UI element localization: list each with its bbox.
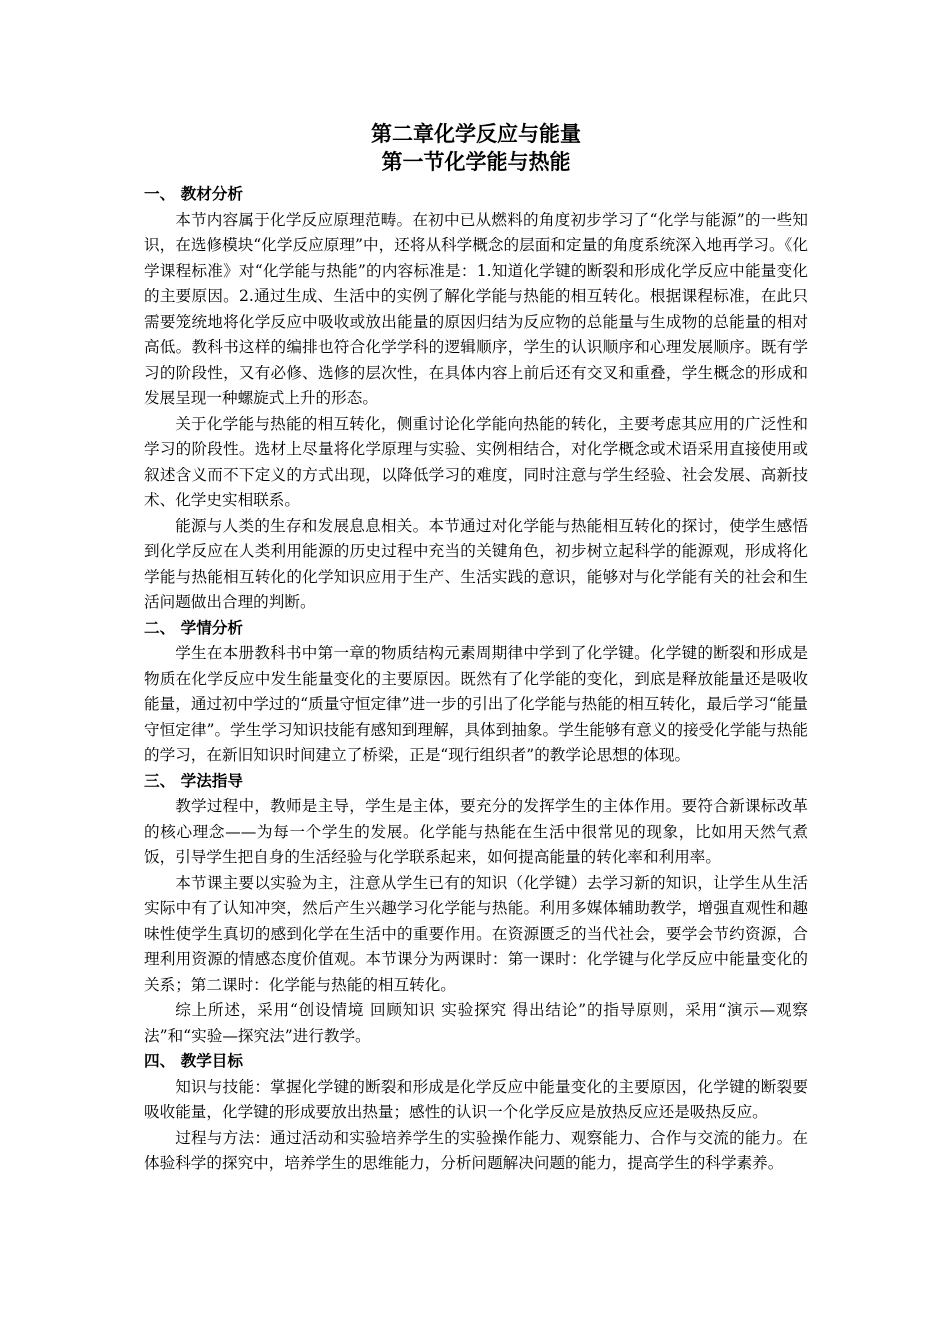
document-page bbox=[144, 120, 808, 1177]
paragraph: 综上所述，采用“创设情境 回顾知识 实验探究 得出结论”的指导原则，采用“演示—观察法”和“实验—探究法”进行教学。 bbox=[144, 1001, 808, 1045]
paragraph: 学生在本册教科书中第一章的物质结构元素周期律中学到了化学键。化学键的断裂和形成是物质在化学反应中发生能量变化的主要原因。既然有了化学能的变化，到底是释放能量还是吸收能量，通过初中学过的“质量守恒定律”进一步的引出了化学能与热能的相互转化，最后学习“能量守恒定律”。学生学习知识技能有感知到理解，具体到抽象。学生能够有意义的接受化学能与热能的学习，在新旧知识时间建立了桥梁，正是“现行组织者”的教学论思想的体现。 bbox=[144, 644, 808, 764]
paragraph: 能源与人类的生存和发展息息相关。本节通过对化学能与热能相互转化的探讨，使学生感悟到化学反应在人类利用能源的历史过程中充当的关键角色，初步树立起科学的能源观，形成将化学能与热能相互转化的化学知识应用于生产、生活实践的意识，能够对与化学能有关的社会和生活问题做出合理的判断。 bbox=[144, 516, 808, 611]
paragraph: 教学过程中，教师是主导，学生是主体，要充分的发挥学生的主体作用。要符合新课标改革的核心理念——为每一个学生的发展。化学能与热能在生活中很常见的现象，比如用天然气煮饭，引导学生把自身的生活经验与化学联系起来，如何提高能量的转化率和利用率。 bbox=[144, 797, 808, 866]
paragraph: 本节课主要以实验为主，注意从学生已有的知识（化学键）去学习新的知识，让学生从生活实际中有了认知冲突，然后产生兴趣学习化学能与热能。利用多媒体辅助教学，增强直观性和趣味性使学生真切的感到化学在生活中的重要作用。在资源匮乏的当代社会，要学会节约资源，合理利用资源的情感态度价值观。本节课分为两课时：第一课时：化学键与化学反应中能量变化的关系；第二课时：化学能与热能的相互转化。 bbox=[144, 873, 808, 994]
section-heading-textbook-analysis: 一、 教材分析 bbox=[144, 185, 243, 203]
paragraph: 本节内容属于化学反应原理范畴。在初中已从燃料的角度初步学习了“化学与能源”的一些知识，在选修模块“化学反应原理”中，还将从科学概念的层面和定量的角度系统深入地再学习。《化学课程标准》对“化学能与热能”的内容标准是：1.知道化学键的断裂和形成化学反应中能量变化的主要原因。2.通过生成、生活中的实例了解化学能与热能的相互转化。根据课程标准，在此只需要笼统地将化学反应中吸收或放出能量的原因归结为反应物的总能量与生成物的总能量的相对高低。教科书这样的编排也符合化学学科的逻辑顺序，学生的认识顺序和心理发展顺序。既有学习的阶段性，又有必修、选修的层次性，在具体内容上前后还有交叉和重叠，学生概念的形成和发展呈现一种螺旋式上升的形态。 bbox=[144, 210, 808, 407]
paragraph: 过程与方法：通过活动和实验培养学生的实验操作能力、观察能力、合作与交流的能力。在体验科学的探究中，培养学生的思维能力，分析问题解决问题的能力，提高学生的科学素养。 bbox=[144, 1128, 808, 1172]
paragraph: 关于化学能与热能的相互转化，侧重讨论化学能向热能的转化，主要考虑其应用的广泛性和学习的阶段性。选材上尽量将化学原理与实验、实例相结合，对化学概念或术语采用直接使用或叙述含义而不下定义的方式出现，以降低学习的难度，同时注意与学生经验、社会发展、高新技术、化学史实相联系。 bbox=[144, 414, 808, 509]
document-title: 第二章化学反应与能量 bbox=[371, 122, 581, 146]
section-heading-teaching-goals: 四、 教学目标 bbox=[144, 1052, 243, 1070]
document-subtitle: 第一节化学能与热能 bbox=[381, 149, 571, 174]
section-heading-student-analysis: 二、 学情分析 bbox=[144, 618, 243, 637]
section-heading-learning-guidance: 三、 学法指导 bbox=[144, 771, 243, 790]
paragraph: 知识与技能：掌握化学键的断裂和形成是化学反应中能量变化的主要原因，化学键的断裂要吸收能量，化学键的形成要放出热量；感性的认识一个化学反应是放热反应还是吸热反应。 bbox=[144, 1077, 808, 1121]
